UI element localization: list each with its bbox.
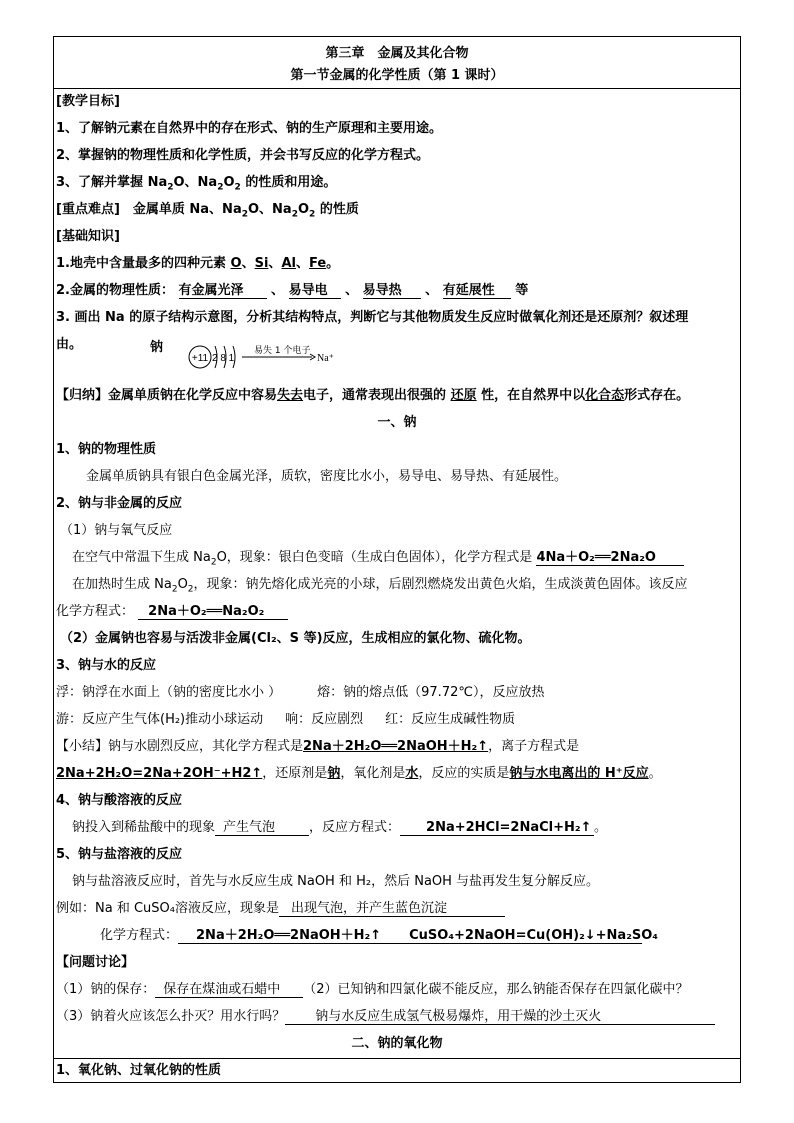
atom-label: 钠 xyxy=(150,340,164,355)
goal-1: 1、了解钠元素在自然界中的存在形式、钠的生产原理和主要用途。 xyxy=(56,121,443,136)
last-heading: 1、氧化钠、过氧化钠的性质 xyxy=(56,1063,222,1078)
sodium-ion: Na⁺ xyxy=(317,353,334,364)
summary: 【归纳】金属单质钠在化学反应中容易失去电子，通常表现出很强的 还原 性，在自然界中以化合态形式存在。 xyxy=(56,388,690,403)
p3-summary-2: 2Na+2H₂O=2Na+2OH⁻+H2↑，还原剂是钠，氧化剂是水，反应的实质是钠与水电离出的 H⁺反应。 xyxy=(56,766,662,781)
p3-line-1: 浮：钠浮在水面上（钠的密度比水小 ） 熔：钠的熔点低（97.72℃），反应放热 xyxy=(56,685,545,700)
p4-heading: 4、钠与酸溶液的反应 xyxy=(56,793,183,808)
goal-3: 3、了解并掌握 $Na_2O$、$Na_2O_2$ 的性质和用途。 xyxy=(56,175,337,193)
divider xyxy=(53,88,741,89)
question-3-cont: 由。 xyxy=(56,337,83,352)
p5-line-3: 化学方程式： 2Na＋2H₂O══2NaOH＋H₂↑ CuSO₄+2NaOH=Cu(OH)₂↓+Na₂SO₄ xyxy=(100,928,659,943)
nucleus-charge: +11 xyxy=(191,353,209,364)
p2-line-1: 在空气中常温下生成 $Na_2O$，现象：银白色变暗（生成白色固体），化学方程式是 4Na＋O₂══2Na₂O xyxy=(72,550,755,566)
question-2: 2.金属的物理性质： 有金属光泽 、 易导电 、 易导热 、 有延展性 等 xyxy=(56,283,529,298)
p5-line-2: 例如：Na 和 CuSO₄溶液反应，现象是 出现气泡，并产生蓝色沉淀 xyxy=(56,901,739,917)
section-title: 第一节金属的化学性质（第 1 课时） xyxy=(290,68,504,83)
section-1-title: 一、钠 xyxy=(377,415,417,430)
discussion-heading: 【问题讨论】 xyxy=(56,955,135,970)
p2-heading: 2、钠与非金属的反应 xyxy=(56,496,183,511)
p3-heading: 3、钠与水的反应 xyxy=(56,658,157,673)
p2-sub1: （1）钠与氧气反应 xyxy=(60,523,173,538)
electron-counts: 2 8 1 xyxy=(212,353,235,364)
discussion-2: （3）钠着火应该怎么扑灭？用水行吗？ 钠与水反应生成氢气极易爆炸，用干燥的沙土灭火 xyxy=(56,1009,739,1025)
arrow-label: 易失 1 个电子 xyxy=(254,346,311,356)
chapter-title: 第三章 金属及其化合物 xyxy=(325,46,469,61)
p1-heading: 1、钠的物理性质 xyxy=(56,442,157,457)
p4-line: 钠投入到稀盐酸中的现象 产生气泡 ，反应方程式： 2Na+2HCl=2NaCl+H₂↑ 。 xyxy=(72,820,608,835)
p5-line-1: 钠与盐溶液反应时，首先与水反应生成 NaOH 和 H₂，然后 NaOH 与盐再发生复分解反应。 xyxy=(72,874,600,889)
p2-sub2: （2）金属钠也容易与活泼非金属(Cl₂、S 等)反应，生成相应的氯化物、硫化物。 xyxy=(60,631,531,646)
p3-line-2: 游：反应产生气体(H₂)推动小球运动 响：反应剧烈 红：反应生成碱性物质 xyxy=(56,712,516,727)
p1-text: 金属单质钠具有银白色金属光泽，质软，密度比水小，易导电、易导热、有延展性。 xyxy=(86,469,568,484)
discussion-1: （1）钠的保存： 保存在煤油或石蜡中 （2）已知钠和四氯化碳不能反应，那么钠能否保存在四氯化碳中？ xyxy=(56,982,689,997)
section-2-title: 二、钠的氧化物 xyxy=(351,1036,443,1051)
p2-line-3: 化学方程式： 2Na＋O₂══Na₂O₂ xyxy=(56,604,739,620)
p3-summary-1: 【小结】钠与水剧烈反应，其化学方程式是2Na＋2H₂O══2NaOH＋H₂↑，离子方程式是 xyxy=(56,739,580,754)
question-3: 3. 画出 Na 的原子结构示意图，分析其结构特点，判断它与其他物质发生反应时做氧化剂还是还原剂？叙述理 xyxy=(56,310,689,325)
p5-heading: 5、钠与盐溶液的反应 xyxy=(56,847,183,862)
divider-2 xyxy=(53,1058,741,1059)
goals-heading: [教学目标] xyxy=(56,94,120,109)
basic-heading: [基础知识] xyxy=(56,229,120,244)
goal-2: 2、掌握钠的物理性质和化学性质，并会书写反应的化学方程式。 xyxy=(56,148,430,163)
question-1: 1.地壳中含量最多的四种元素 O、Si、Al、Fe。 xyxy=(56,256,340,271)
atom-structure-diagram xyxy=(186,342,376,372)
p2-line-2: 在加热时生成 $Na_2O_2$，现象：钠先熔化成光亮的小球，后剧烈燃烧发出黄色火焰，生成淡黄色固体。该反应 xyxy=(72,577,688,595)
key-points: [重点难点] 金属单质 Na、$Na_2O$、$Na_2O_2$ 的性质 xyxy=(56,202,359,220)
